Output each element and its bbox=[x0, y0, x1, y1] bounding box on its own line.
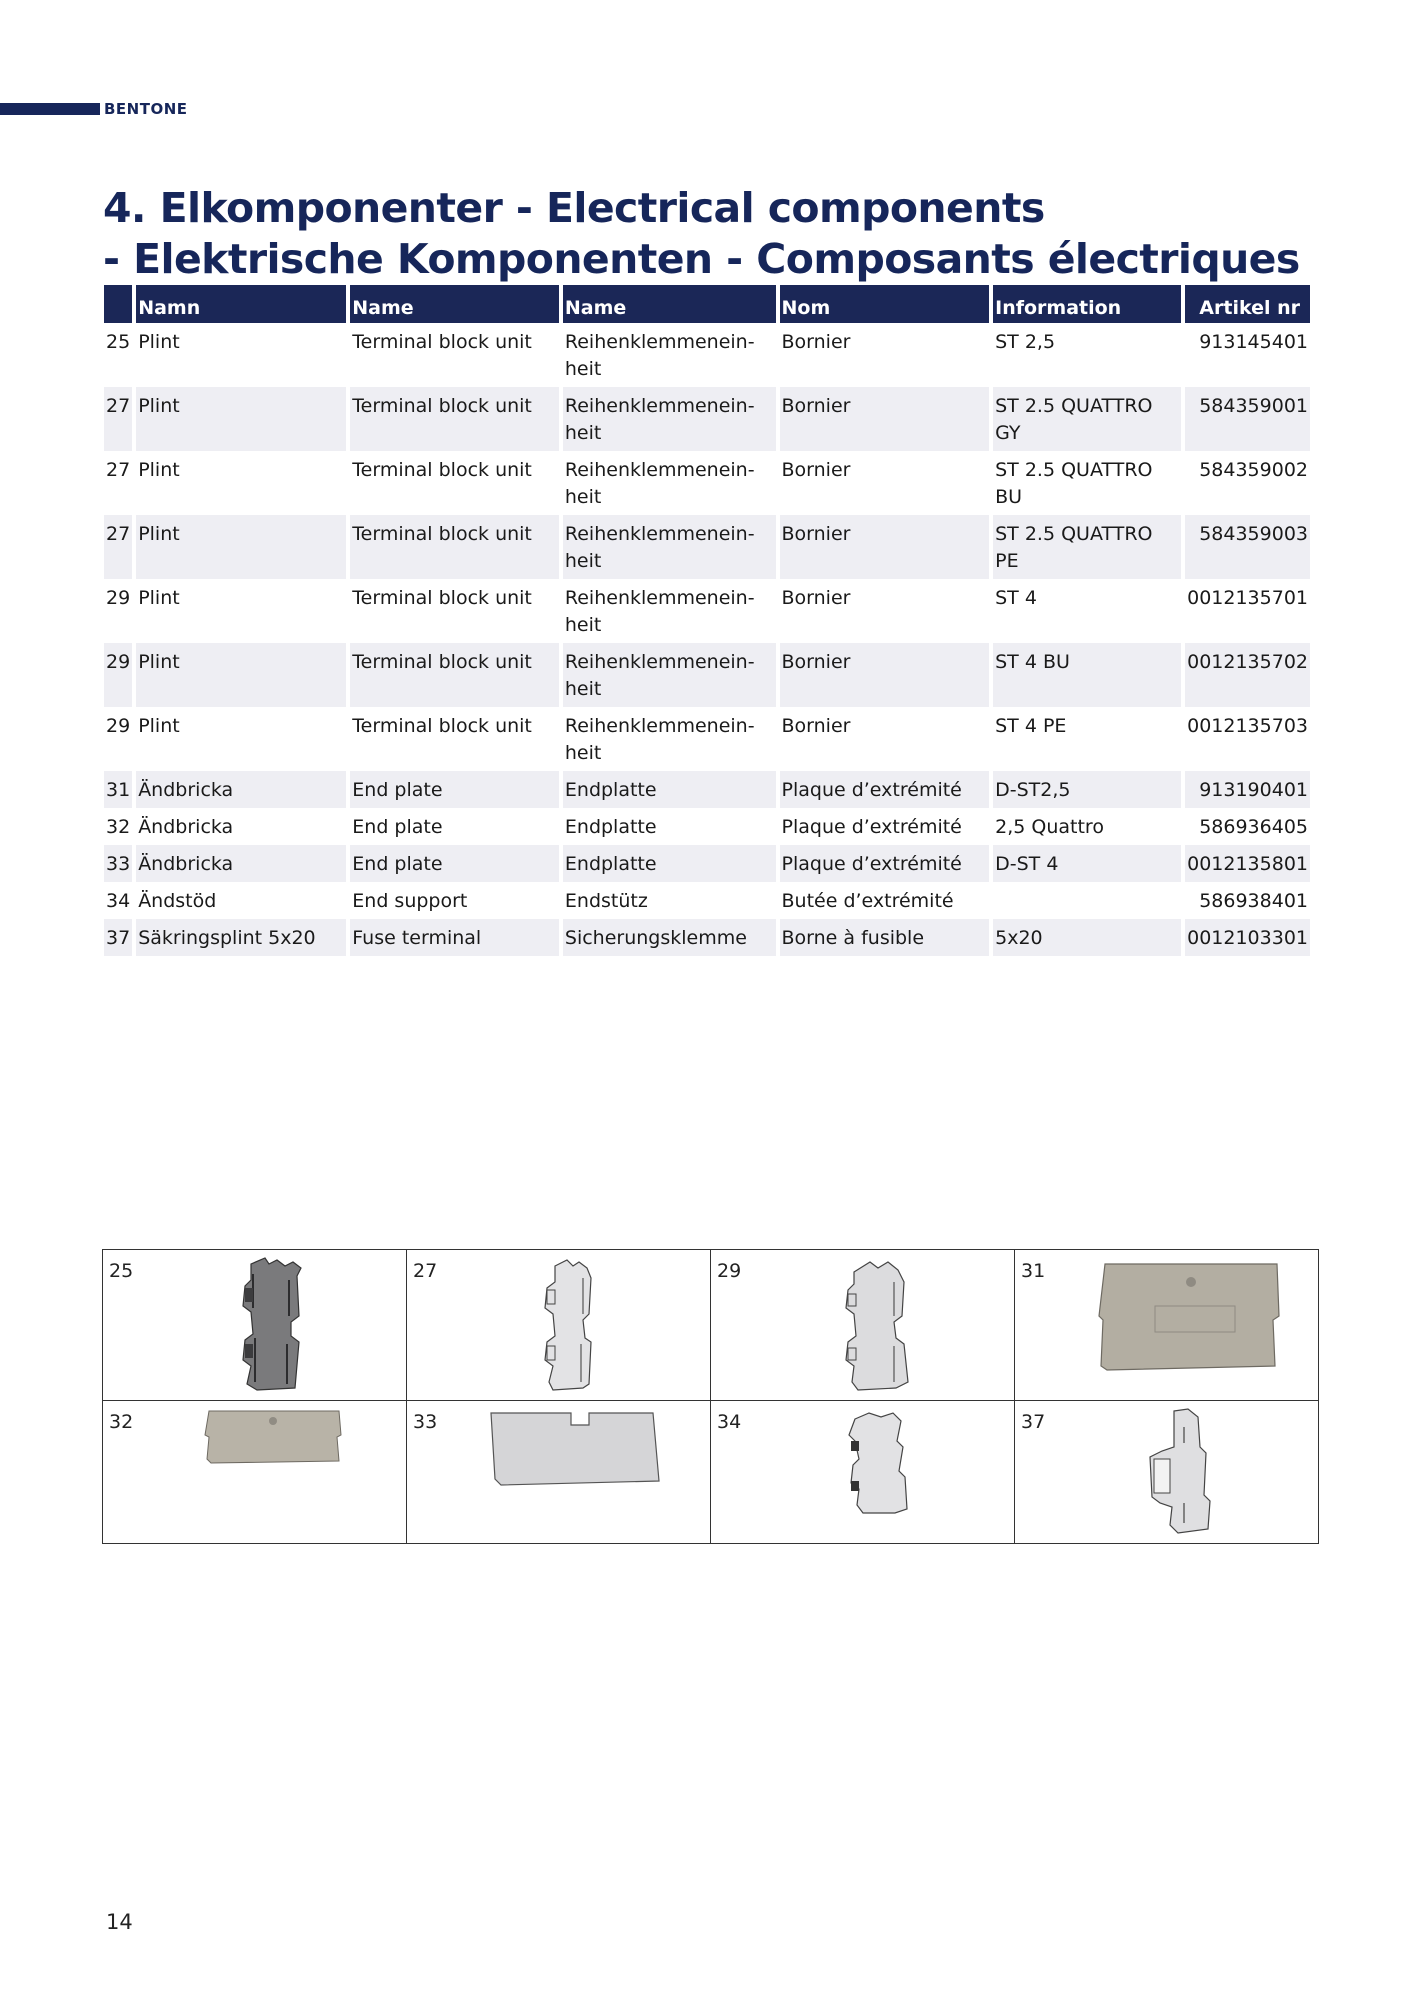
position-cell: 37 bbox=[104, 919, 132, 956]
namn-cell: Ändbricka bbox=[136, 845, 346, 882]
article-number-cell: 0012135701 bbox=[1187, 587, 1308, 609]
table-row bbox=[104, 845, 1310, 882]
header-information: Information bbox=[993, 285, 1181, 323]
end-support-icon bbox=[841, 1407, 921, 1517]
information-cell: ST 2.5 QUATTRO PE bbox=[993, 515, 1181, 579]
article-number-cell: 0012135703 bbox=[1187, 715, 1308, 737]
header-name-de: Name bbox=[563, 285, 776, 323]
image-cell bbox=[1015, 1401, 1319, 1544]
nom-cell: Bornier bbox=[780, 387, 990, 451]
name-en-cell: Terminal block unit bbox=[350, 515, 559, 579]
image-cell bbox=[407, 1401, 711, 1544]
namn-cell: Plint bbox=[138, 331, 180, 353]
header-name-en: Name bbox=[350, 285, 559, 323]
article-number-cell: 0012135702 bbox=[1185, 643, 1310, 707]
namn-cell: Säkringsplint 5x20 bbox=[136, 919, 346, 956]
terminal-block-outline-icon bbox=[539, 1256, 611, 1396]
image-label: 29 bbox=[717, 1260, 742, 1282]
name-de-cell: Endplatte bbox=[564, 816, 657, 838]
namn-cell: Plint bbox=[136, 515, 346, 579]
nom-cell: Plaque d’extrémité bbox=[780, 845, 990, 882]
name-en-cell: End plate bbox=[350, 845, 559, 882]
name-de-cell: Endplatte bbox=[563, 845, 776, 882]
name-en-cell: Terminal block unit bbox=[352, 715, 532, 737]
article-number-cell: 584359003 bbox=[1185, 515, 1310, 579]
information-cell: D-ST 4 bbox=[993, 845, 1181, 882]
position-cell: 32 bbox=[106, 816, 131, 838]
page-title-line-2: - Elektrische Komponenten - Composants électriques bbox=[103, 235, 1300, 283]
namn-cell: Plint bbox=[138, 715, 180, 737]
nom-cell: Bornier bbox=[780, 643, 990, 707]
position-cell: 31 bbox=[104, 771, 132, 808]
information-cell: ST 2.5 QUATTRO GY bbox=[993, 387, 1181, 451]
table-row bbox=[104, 451, 1310, 515]
image-label: 34 bbox=[717, 1411, 742, 1433]
name-de-cell: Reihenklemmenein-heit bbox=[564, 587, 755, 636]
table-row bbox=[104, 323, 1310, 387]
name-de-cell: Reihenklemmenein-heit bbox=[563, 515, 776, 579]
image-label: 25 bbox=[109, 1260, 134, 1282]
page-title bbox=[103, 183, 1303, 285]
nom-cell: Plaque d’extrémité bbox=[780, 771, 990, 808]
image-label: 37 bbox=[1021, 1411, 1046, 1433]
nom-cell: Bornier bbox=[781, 715, 851, 737]
information-cell: ST 4 bbox=[995, 587, 1037, 609]
information-cell: 5x20 bbox=[993, 919, 1181, 956]
parts-table bbox=[100, 285, 1314, 956]
nom-cell: Borne à fusible bbox=[780, 919, 990, 956]
article-number-cell: 913190401 bbox=[1185, 771, 1310, 808]
article-number-cell: 584359001 bbox=[1185, 387, 1310, 451]
namn-cell: Plint bbox=[136, 643, 346, 707]
name-en-cell: Terminal block unit bbox=[350, 387, 559, 451]
page-number: 14 bbox=[106, 1910, 133, 1934]
namn-cell: Ändstöd bbox=[138, 890, 217, 912]
table-row bbox=[104, 643, 1310, 707]
image-cell bbox=[407, 1250, 711, 1401]
namn-cell: Ändbricka bbox=[136, 771, 346, 808]
namn-cell: Ändbricka bbox=[138, 816, 234, 838]
nom-cell: Plaque d’extrémité bbox=[781, 816, 962, 838]
fuse-terminal-icon bbox=[1140, 1407, 1230, 1537]
end-plate-large-icon bbox=[1095, 1256, 1285, 1372]
name-de-cell: Reihenklemmenein-heit bbox=[564, 331, 755, 380]
namn-cell: Plint bbox=[138, 459, 180, 481]
position-cell: 33 bbox=[104, 845, 132, 882]
header-pos bbox=[104, 285, 132, 323]
name-en-cell: End support bbox=[352, 890, 468, 912]
image-label: 27 bbox=[413, 1260, 438, 1282]
table-row bbox=[104, 882, 1310, 919]
name-de-cell: Reihenklemmenein-heit bbox=[563, 643, 776, 707]
end-plate-small-icon bbox=[203, 1407, 343, 1465]
article-number-cell: 0012103301 bbox=[1185, 919, 1310, 956]
image-grid-row bbox=[103, 1250, 1319, 1401]
nom-cell: Bornier bbox=[781, 331, 851, 353]
image-cell bbox=[711, 1250, 1015, 1401]
namn-cell: Plint bbox=[138, 587, 180, 609]
page-title-line-1: 4. Elkomponenter - Electrical components bbox=[103, 184, 1045, 232]
name-en-cell: End plate bbox=[352, 816, 443, 838]
information-cell: D-ST2,5 bbox=[993, 771, 1181, 808]
position-cell: 27 bbox=[106, 459, 131, 481]
position-cell: 29 bbox=[106, 715, 131, 737]
nom-cell: Bornier bbox=[780, 515, 990, 579]
table-row bbox=[104, 579, 1310, 643]
information-cell: ST 2.5 QUATTRO BU bbox=[995, 459, 1153, 508]
article-number-cell: 584359002 bbox=[1199, 459, 1308, 481]
image-label: 33 bbox=[413, 1411, 438, 1433]
name-en-cell: Terminal block unit bbox=[352, 331, 532, 353]
position-cell: 34 bbox=[106, 890, 131, 912]
table-header-row bbox=[104, 285, 1310, 323]
position-cell: 27 bbox=[104, 515, 132, 579]
information-cell: ST 2,5 bbox=[995, 331, 1056, 353]
table-body bbox=[104, 323, 1310, 956]
name-de-cell: Endstütz bbox=[564, 890, 648, 912]
image-grid bbox=[102, 1249, 1319, 1544]
article-number-cell: 0012135801 bbox=[1185, 845, 1310, 882]
table-row bbox=[104, 707, 1310, 771]
information-cell bbox=[993, 882, 1181, 919]
position-cell: 25 bbox=[106, 331, 131, 353]
image-cell bbox=[103, 1250, 407, 1401]
image-label: 32 bbox=[109, 1411, 134, 1433]
image-cell bbox=[103, 1401, 407, 1544]
name-de-cell: Reihenklemmenein-heit bbox=[563, 387, 776, 451]
name-en-cell: Terminal block unit bbox=[350, 643, 559, 707]
table-row bbox=[104, 387, 1310, 451]
nom-cell: Bornier bbox=[781, 587, 851, 609]
table-row bbox=[104, 515, 1310, 579]
image-grid-row bbox=[103, 1401, 1319, 1544]
name-en-cell: Fuse terminal bbox=[350, 919, 559, 956]
image-label: 31 bbox=[1021, 1260, 1046, 1282]
terminal-block-light-icon bbox=[836, 1256, 926, 1396]
header-artikel-nr: Artikel nr bbox=[1185, 285, 1310, 323]
table-row bbox=[104, 771, 1310, 808]
position-cell: 27 bbox=[104, 387, 132, 451]
article-number-cell: 586938401 bbox=[1199, 890, 1308, 912]
namn-cell: Plint bbox=[136, 387, 346, 451]
position-cell: 29 bbox=[106, 587, 131, 609]
brand-name: BENTONE bbox=[104, 100, 188, 118]
image-cell bbox=[1015, 1250, 1319, 1401]
name-en-cell: End plate bbox=[350, 771, 559, 808]
table-row bbox=[104, 919, 1310, 956]
name-en-cell: Terminal block unit bbox=[352, 587, 532, 609]
name-en-cell: Terminal block unit bbox=[352, 459, 532, 481]
brand-bar bbox=[0, 103, 100, 115]
information-cell: ST 4 BU bbox=[993, 643, 1181, 707]
nom-cell: Bornier bbox=[781, 459, 851, 481]
information-cell: ST 4 PE bbox=[995, 715, 1067, 737]
header-namn: Namn bbox=[136, 285, 346, 323]
article-number-cell: 586936405 bbox=[1199, 816, 1308, 838]
header-nom: Nom bbox=[780, 285, 990, 323]
nom-cell: Butée d’extrémité bbox=[781, 890, 954, 912]
name-de-cell: Reihenklemmenein-heit bbox=[564, 459, 755, 508]
position-cell: 29 bbox=[104, 643, 132, 707]
table-row bbox=[104, 808, 1310, 845]
image-cell bbox=[711, 1401, 1015, 1544]
information-cell: 2,5 Quattro bbox=[995, 816, 1104, 838]
terminal-block-dark-icon bbox=[233, 1256, 313, 1396]
article-number-cell: 913145401 bbox=[1199, 331, 1308, 353]
end-plate-long-icon bbox=[487, 1407, 667, 1487]
name-de-cell: Sicherungsklemme bbox=[563, 919, 776, 956]
name-de-cell: Endplatte bbox=[563, 771, 776, 808]
name-de-cell: Reihenklemmenein-heit bbox=[564, 715, 755, 764]
